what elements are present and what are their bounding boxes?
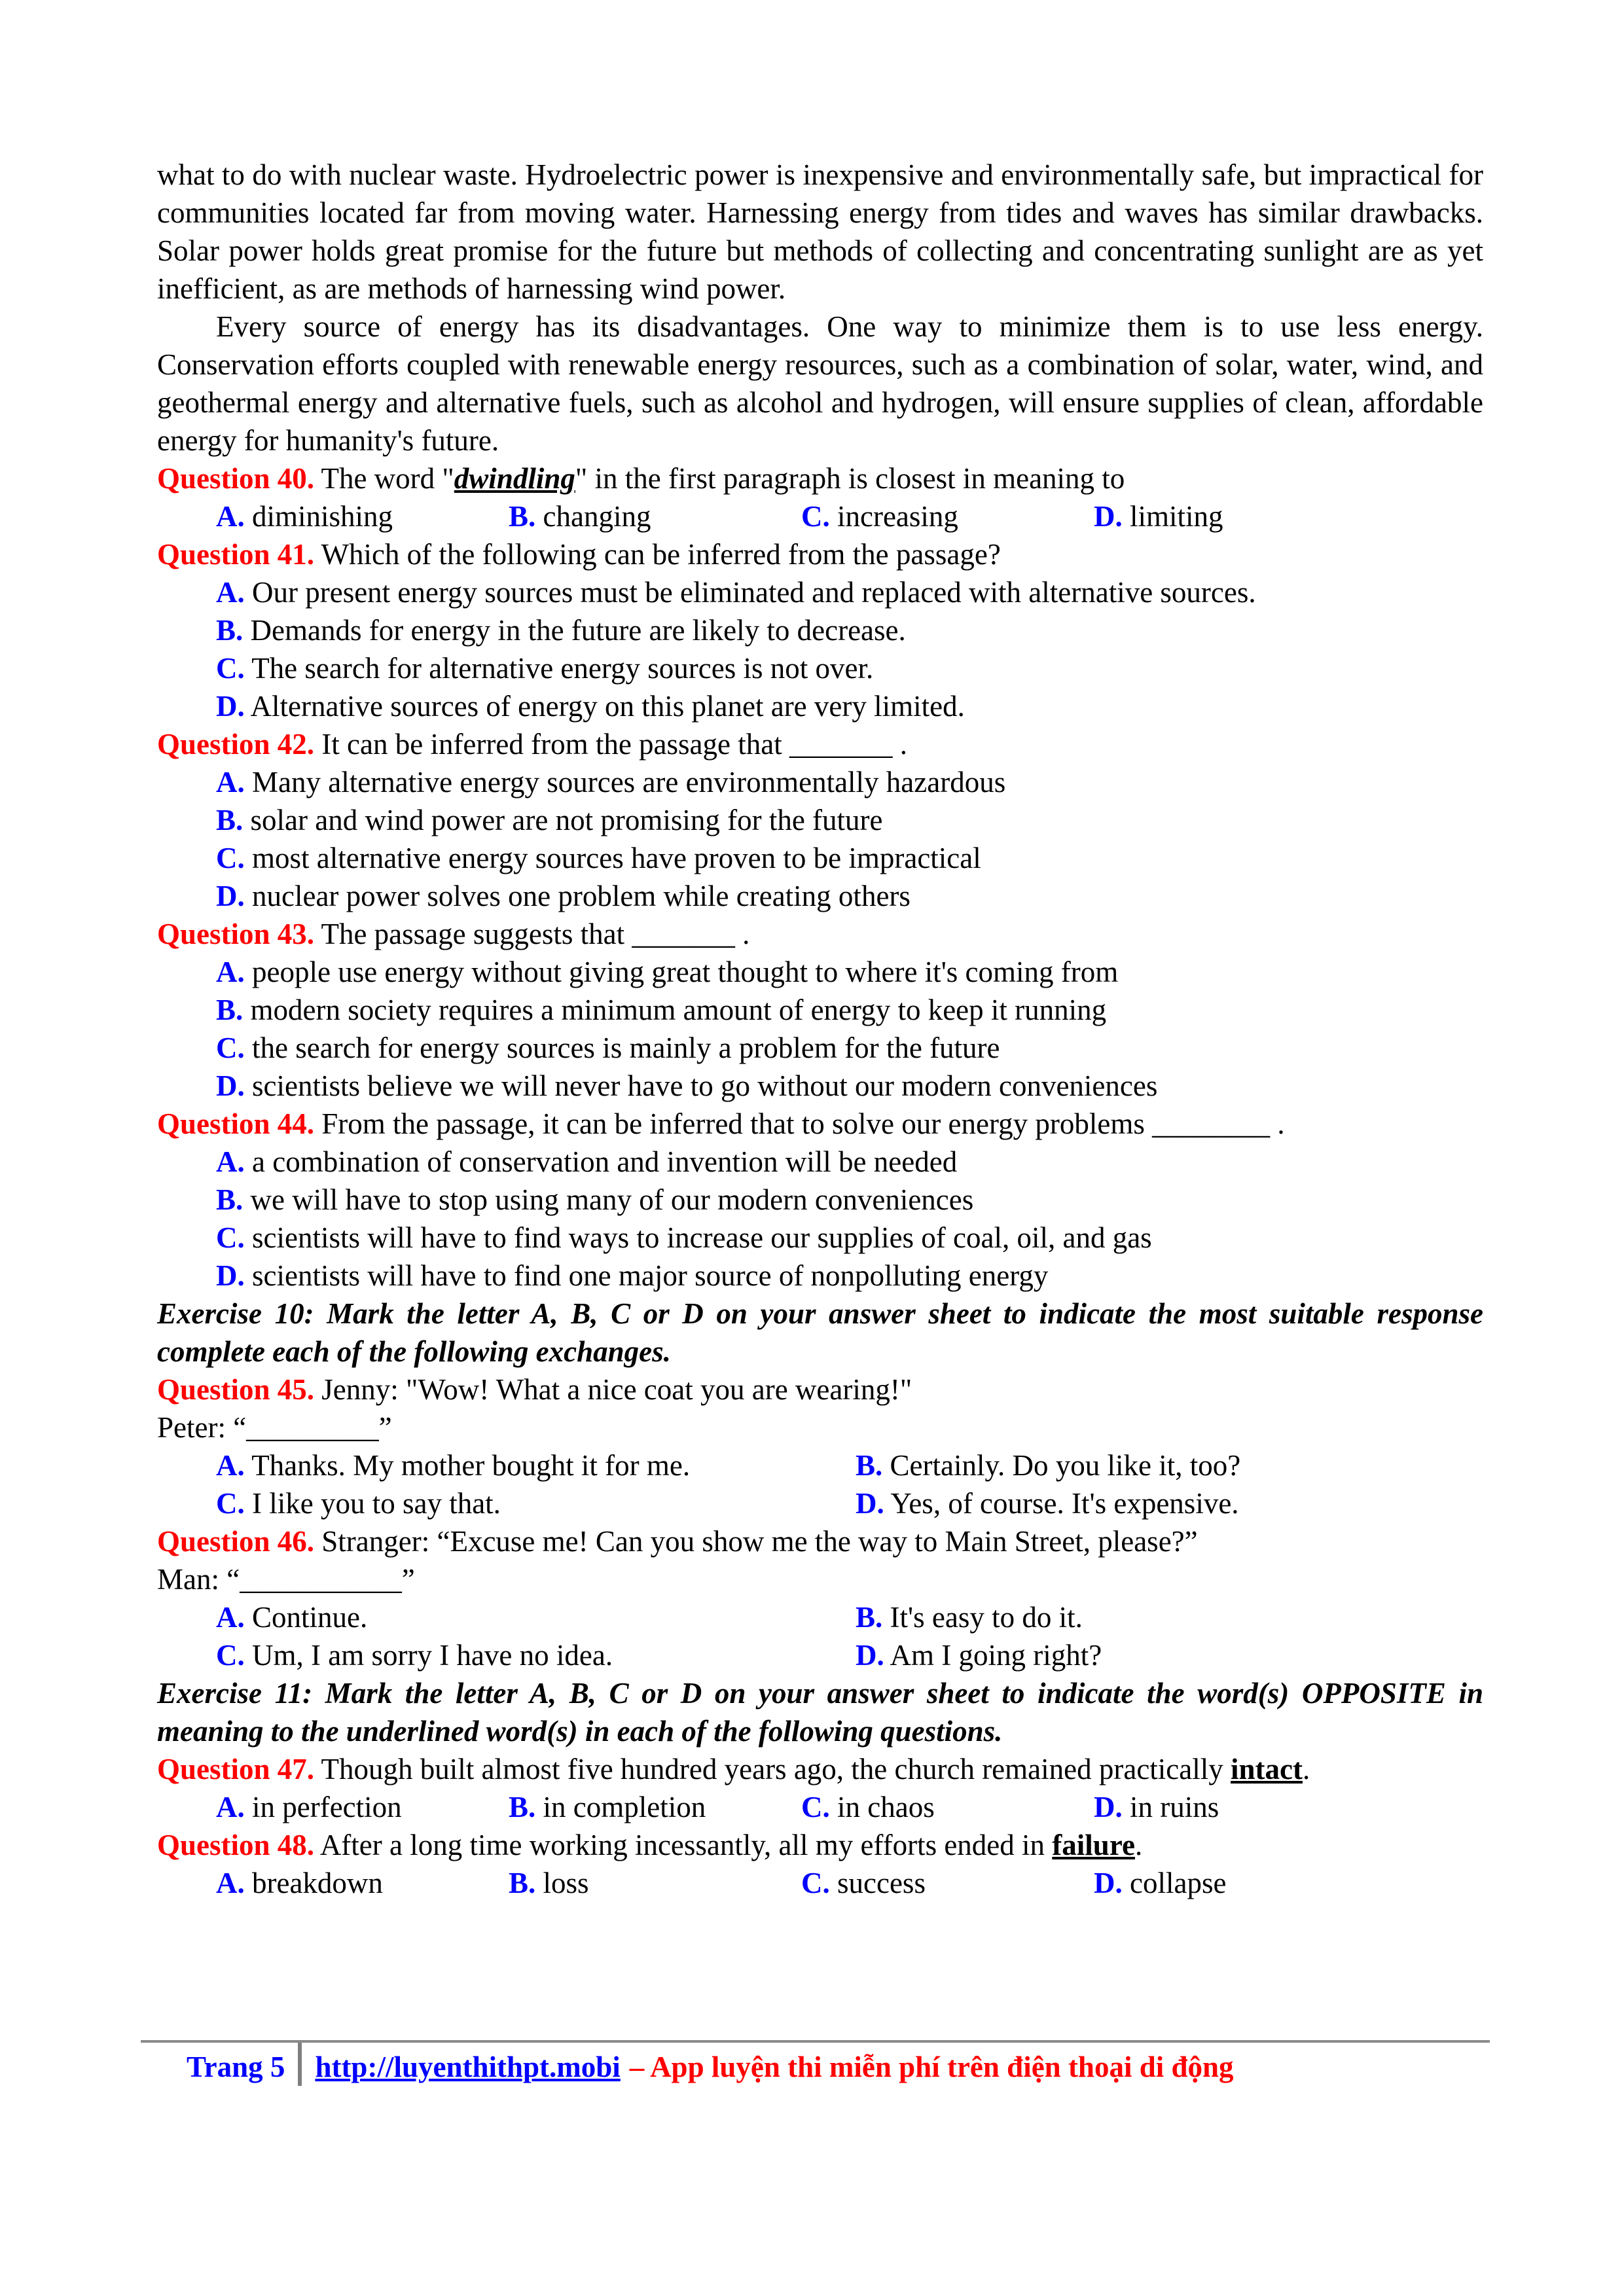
option-text: Yes, of course. It's expensive. [890,1487,1239,1520]
option-c [157,1219,1483,1257]
question-45-text: Jenny: "Wow! What a nice coat you are wearing!" [321,1373,912,1406]
question-48-text-pre: After a long time working incessantly, all my efforts ended in [319,1829,1053,1861]
option-b [157,611,1483,649]
question-40-text-pre: The word " [321,462,454,495]
question-47-options [157,1788,1483,1826]
option-letter: A. [216,1449,245,1482]
question-45-options-row-2 [157,1484,1483,1522]
option-text: loss [543,1867,589,1899]
option-d [856,1636,1102,1674]
option-text: in perfection [252,1791,402,1823]
passage-paragraph-1: what to do with nuclear waste. Hydroelectric power is inexpensive and environmentally safe, but impractical for communities located far from moving water. Harnessing energy from tides and waves has similar drawbacks. Solar power holds great promise for the future but methods of collecting and concentrating sunlight are as yet inefficient, as are methods of harnessing wind power. [157,158,1483,305]
option-text: It's easy to do it. [890,1601,1083,1634]
option-letter: A. [216,576,245,609]
question-41-options [157,573,1483,725]
question-45-response-blank: Peter: “_________” [157,1411,392,1444]
question-48-options [157,1864,1483,1902]
option-letter: A. [216,1867,245,1899]
option-text: Demands for energy in the future are likely to decrease. [250,614,906,647]
option-text: Alternative sources of energy on this planet are very limited. [250,690,965,723]
option-letter: D. [1094,1791,1123,1823]
option-text: Many alternative energy sources are environmentally hazardous [252,766,1006,798]
footer-separator-bar [298,2043,302,2086]
option-letter: C. [216,1487,245,1520]
option-a [157,573,1483,611]
question-46-response-blank: Man: “___________” [157,1563,415,1596]
question-46-options-row-1 [157,1598,1483,1636]
option-b [509,1864,801,1902]
option-d [1094,497,1223,535]
question-46-options-row-2 [157,1636,1483,1674]
footer-tagline: – App luyện thi miễn phí trên điện thoại di động [629,2051,1234,2083]
keyword-failure: failure [1052,1829,1135,1861]
question-47-text-post: . [1302,1753,1310,1785]
question-47-prompt [157,1750,1483,1788]
option-c [216,1636,856,1674]
question-43-label: Question 43. [157,918,315,950]
page-number: Trang 5 [187,2051,285,2083]
question-40-text-post: " in the first paragraph is closest in meaning to [575,462,1125,495]
option-text: increasing [837,500,958,533]
option-letter: C. [216,1221,245,1254]
keyword-dwindling: dwindling [454,462,575,495]
question-42-options [157,763,1483,915]
option-text: scientists believe we will never have to go without our modern conveniences [252,1069,1158,1102]
option-a [157,953,1483,991]
option-text: people use energy without giving great thought to where it's coming from [252,956,1119,988]
option-text: The search for alternative energy sources is not over. [251,652,874,685]
option-text: breakdown [252,1867,383,1899]
option-d [157,877,1483,915]
option-letter: B. [509,500,536,533]
option-a [216,1788,509,1826]
option-d [157,1257,1483,1295]
question-41-prompt [157,535,1483,573]
option-a [157,763,1483,801]
option-d [1094,1864,1226,1902]
exercise-11-heading: Exercise 11: Mark the letter A, B, C or D on your answer sheet to indicate the word(s) OPPOSITE in meaning to the underlined word(s) in each of the following questions. [157,1677,1483,1748]
option-letter: D. [216,1069,245,1102]
option-text: in chaos [837,1791,935,1823]
option-d [157,1067,1483,1105]
option-b [856,1598,1083,1636]
option-d [157,687,1483,725]
option-text: nuclear power solves one problem while creating others [252,880,911,912]
question-45-prompt [157,1371,1483,1408]
option-d [856,1484,1239,1522]
option-c [157,649,1483,687]
option-text: success [837,1867,926,1899]
question-45-options-row-1 [157,1446,1483,1484]
option-text: I like you to say that. [252,1487,501,1520]
question-43-text: The passage suggests that _______ . [321,918,750,950]
page-footer [141,2040,1490,2086]
question-43-prompt [157,915,1483,953]
option-c [157,839,1483,877]
option-b [509,497,801,535]
option-letter: B. [216,1183,244,1216]
option-text: Um, I am sorry I have no idea. [252,1639,613,1672]
option-letter: A. [216,1145,245,1178]
passage-paragraph-2: Every source of energy has its disadvantages. One way to minimize them is to use less energy. Conservation efforts coupled with renewable energy resources, such as a combination of solar, water, wind, and geothermal energy and alternative fuels, such as alcohol and hydrogen, will ensure supplies of clean, affordable energy for humanity's future. [157,310,1483,457]
option-c [157,1029,1483,1067]
question-41-text: Which of the following can be inferred from the passage? [321,538,1001,571]
option-text: Thanks. My mother bought it for me. [251,1449,691,1482]
question-44-label: Question 44. [157,1107,315,1140]
option-letter: B. [216,614,244,647]
question-47-label: Question 47. [157,1753,315,1785]
option-letter: B. [856,1601,883,1634]
question-46-prompt [157,1522,1483,1560]
option-text: in ruins [1130,1791,1219,1823]
option-letter: D. [216,1259,245,1292]
option-text: we will have to stop using many of our modern conveniences [250,1183,974,1216]
question-46-text: Stranger: “Excuse me! Can you show me the way to Main Street, please?” [321,1525,1198,1558]
question-42-text: It can be inferred from the passage that _______ . [321,728,907,761]
option-letter: B. [856,1449,883,1482]
option-letter: A. [216,1791,245,1823]
option-letter: D. [1094,1867,1123,1899]
option-letter: B. [216,994,244,1026]
question-48-label: Question 48. [157,1829,315,1861]
option-a [216,497,509,535]
question-40-label: Question 40. [157,462,315,495]
option-c [801,1864,1094,1902]
option-text: solar and wind power are not promising for the future [250,804,883,836]
question-41-label: Question 41. [157,538,315,571]
option-letter: D. [856,1487,884,1520]
option-b [157,1181,1483,1219]
option-letter: A. [216,766,245,798]
question-44-options [157,1143,1483,1295]
question-43-options [157,953,1483,1105]
option-letter: D. [856,1639,884,1672]
option-c [801,1788,1094,1826]
option-letter: D. [216,880,245,912]
question-42-prompt [157,725,1483,763]
option-b [157,801,1483,839]
question-46-label: Question 46. [157,1525,315,1558]
option-letter: C. [801,1791,830,1823]
question-44-prompt [157,1105,1483,1143]
option-b [509,1788,801,1826]
option-text: scientists will have to find one major source of nonpolluting energy [252,1259,1049,1292]
option-b [157,991,1483,1029]
option-letter: C. [216,1639,245,1672]
option-a [157,1143,1483,1181]
option-d [1094,1788,1219,1826]
option-text: Certainly. Do you like it, too? [890,1449,1241,1482]
option-text: changing [543,500,651,533]
option-letter: C. [801,1867,830,1899]
option-text: limiting [1130,500,1223,533]
option-letter: C. [216,842,245,874]
option-c [216,1484,856,1522]
option-text: the search for energy sources is mainly a problem for the future [252,1031,1000,1064]
option-text: Our present energy sources must be eliminated and replaced with alternative sources. [252,576,1256,609]
question-44-text: From the passage, it can be inferred that to solve our energy problems ________ . [321,1107,1285,1140]
question-48-prompt [157,1826,1483,1864]
option-letter: D. [1094,500,1123,533]
option-text: collapse [1130,1867,1227,1899]
option-letter: D. [216,690,245,723]
option-text: a combination of conservation and invention will be needed [252,1145,958,1178]
option-b [856,1446,1240,1484]
question-42-label: Question 42. [157,728,315,761]
question-45-label: Question 45. [157,1373,315,1406]
question-40-options [157,497,1483,535]
option-a [216,1446,856,1484]
option-letter: B. [509,1867,536,1899]
option-text: Am I going right? [890,1639,1102,1672]
option-text: in completion [543,1791,706,1823]
keyword-intact: intact [1231,1753,1303,1785]
option-letter: C. [801,500,830,533]
question-47-text-pre: Though built almost five hundred years ago, the church remained practically [321,1753,1231,1785]
option-letter: C. [216,652,245,685]
option-a [216,1598,856,1636]
option-text: modern society requires a minimum amount of energy to keep it running [250,994,1107,1026]
option-letter: B. [216,804,244,836]
option-text: diminishing [252,500,393,533]
page-content [157,156,1483,1902]
footer-link[interactable]: http://luyenthithpt.mobi [315,2051,621,2083]
exercise-10-heading: Exercise 10: Mark the letter A, B, C or D on your answer sheet to indicate the most suitable response complete each of the following exchanges. [157,1297,1483,1368]
option-letter: B. [509,1791,536,1823]
option-c [801,497,1094,535]
question-40-prompt [157,459,1483,497]
option-letter: A. [216,1601,245,1634]
option-text: most alternative energy sources have proven to be impractical [252,842,981,874]
question-48-text-post: . [1134,1829,1143,1861]
option-text: Continue. [252,1601,368,1634]
option-text: scientists will have to find ways to increase our supplies of coal, oil, and gas [252,1221,1152,1254]
option-letter: A. [216,956,245,988]
option-letter: A. [216,500,245,533]
option-letter: C. [216,1031,245,1064]
option-a [216,1864,509,1902]
